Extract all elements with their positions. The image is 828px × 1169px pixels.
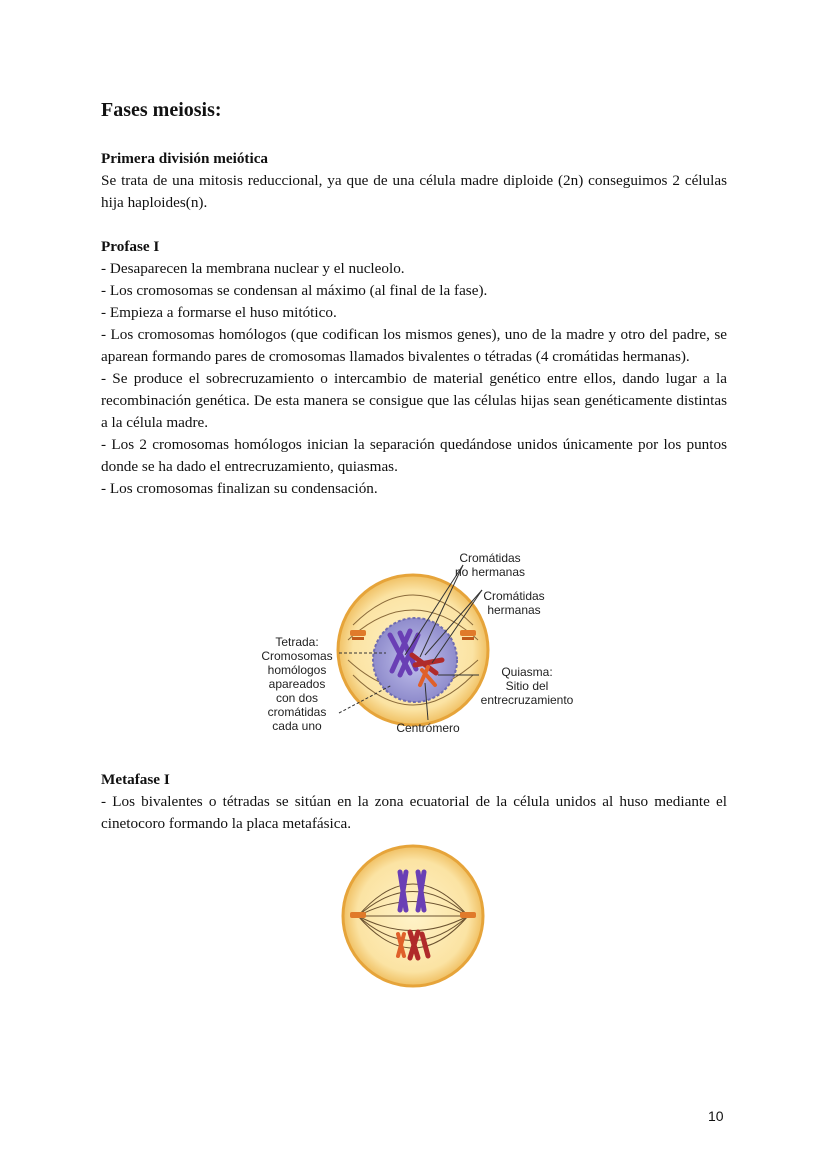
centriole-right-icon	[460, 912, 476, 918]
centriole-right-icon	[460, 630, 476, 640]
label-cromatidas-hermanas: hermanas	[487, 603, 541, 617]
profase-item: - Los cromosomas homólogos (que codifican los mismos genes), uno de la madre y otro del padre, se aparean formando pares de cromosomas llamados bivalentes o tétradas (4 cromátidas hermanas).	[101, 326, 727, 365]
label-tetrada: cromátidas	[267, 705, 327, 719]
label-quiasma: Sitio del	[505, 679, 549, 693]
label-quiasma: entrecruzamiento	[480, 693, 574, 707]
profase-figure	[250, 545, 590, 745]
label-tetrada: cada uno	[272, 719, 322, 733]
profase-item: - Desaparecen la membrana nuclear y el nucleolo.	[101, 260, 405, 277]
profase-item: - Empieza a formarse el huso mitótico.	[101, 304, 337, 321]
label-tetrada: homólogos	[267, 663, 327, 677]
paragraph-primera-division: Se trata de una mitosis reduccional, ya que de una célula madre diploide (2n) conseguimos 2 células hija haploides(n).	[101, 172, 727, 211]
label-tetrada: con dos	[275, 691, 319, 705]
centriole-left-icon	[350, 630, 366, 640]
page-title: Fases meiosis:	[101, 99, 222, 121]
section-profase	[101, 236, 727, 500]
paragraph-metafase: - Los bivalentes o tétradas se sitúan en la zona ecuatorial de la célula unidos al huso mediante el cinetocoro formando la placa metafásica.	[101, 793, 727, 832]
label-cromatidas-no-hermanas: Cromátidas	[459, 551, 521, 565]
label-tetrada: Cromosomas	[261, 649, 333, 663]
centriole-left-icon	[350, 912, 366, 918]
heading-profase: Profase I	[101, 238, 160, 255]
profase-item: - Se produce el sobrecruzamiento o intercambio de material genético entre ellos, dando lugar a la recombinación genética. De esta manera se consigue que las células hijas sean genéticamente distintas a la célula madre.	[101, 370, 727, 431]
heading-metafase: Metafase I	[101, 771, 170, 788]
metafase-figure	[338, 842, 488, 992]
section-metafase	[101, 769, 727, 835]
profase-item: - Los 2 cromosomas homólogos inician la separación quedándose unidos únicamente por los puntos donde se ha dado el entrecruzamiento, quiasmas.	[101, 436, 727, 475]
label-cromatidas-no-hermanas: no hermanas	[454, 565, 526, 579]
label-centromero: Centrómero	[396, 721, 460, 735]
heading-primera-division: Primera división meiótica	[101, 150, 269, 167]
label-cromatidas-hermanas: Cromátidas	[483, 589, 545, 603]
profase-item: - Los cromosomas finalizan su condensación.	[101, 480, 378, 497]
section-primera-division	[101, 148, 727, 214]
label-quiasma: Quiasma:	[501, 665, 553, 679]
profase-item: - Los cromosomas se condensan al máximo (al final de la fase).	[101, 282, 488, 299]
page-number: 10	[708, 1108, 724, 1124]
label-tetrada: Tetrada:	[275, 635, 319, 649]
label-tetrada: apareados	[268, 677, 326, 691]
